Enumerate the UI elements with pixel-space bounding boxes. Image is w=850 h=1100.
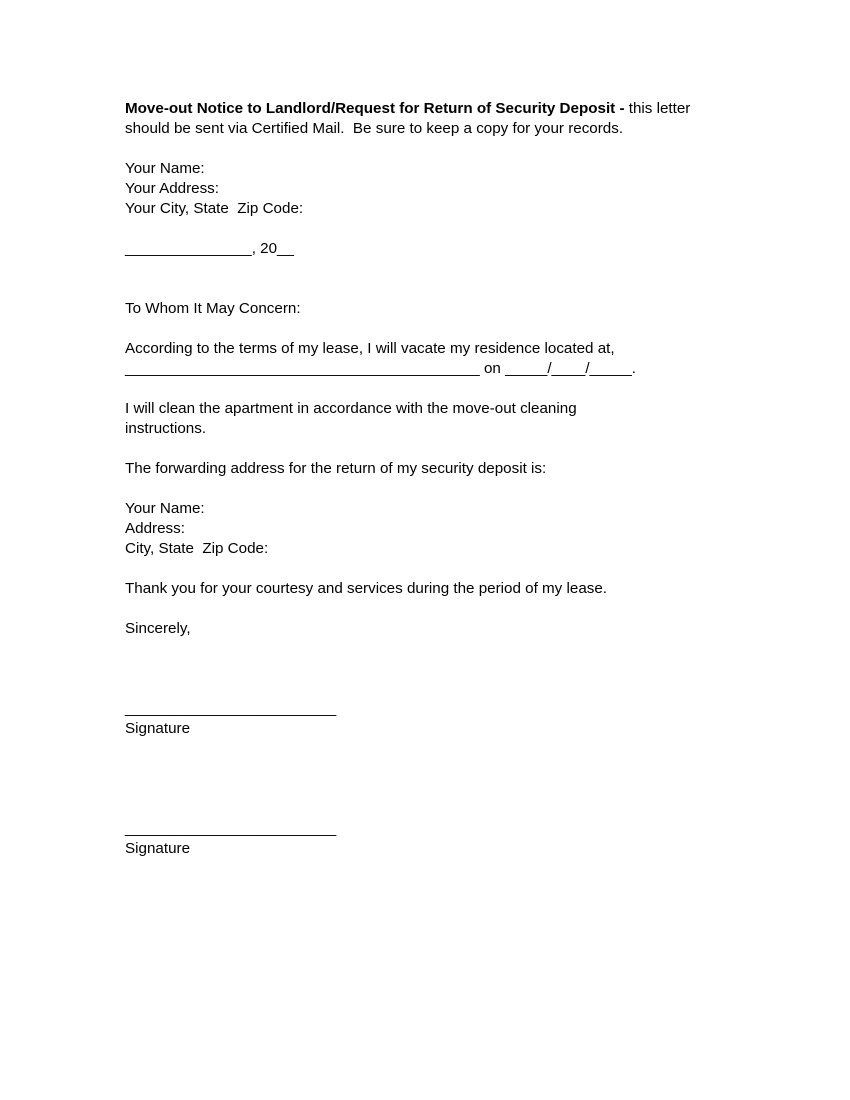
forwarding-city-state-zip-field: City, State Zip Code:	[125, 540, 269, 557]
letter-heading	[125, 99, 725, 119]
heading-note: this letter	[624, 100, 691, 117]
cleaning-statement: I will clean the apartment in accordance with the move-out cleaning	[125, 400, 577, 417]
signature-label-1: Signature	[125, 720, 191, 737]
letter-document	[125, 99, 725, 859]
cleaning-statement-line2: instructions.	[125, 420, 207, 437]
forwarding-name-field: Your Name:	[125, 500, 205, 517]
date-line: _______________, 20__	[125, 240, 294, 257]
forwarding-intro: The forwarding address for the return of my security deposit is:	[125, 460, 547, 477]
vacate-address-date-blank: __________________________________________ on _____/____/_____.	[125, 360, 636, 377]
thanks-statement: Thank you for your courtesy and services during the period of my lease.	[125, 580, 608, 597]
signature-line-1: _________________________	[125, 700, 337, 717]
sender-city-state-zip-field: Your City, State Zip Code:	[125, 200, 304, 217]
signature-line-2: _________________________	[125, 820, 337, 837]
signature-label-2: Signature	[125, 840, 191, 857]
forwarding-address-field: Address:	[125, 520, 185, 537]
heading-title: Move-out Notice to Landlord/Request for Return of Security Deposit -	[125, 100, 625, 117]
sender-name-field: Your Name:	[125, 160, 205, 177]
vacate-statement: According to the terms of my lease, I will vacate my residence located at,	[125, 340, 615, 357]
salutation: To Whom It May Concern:	[125, 300, 301, 317]
closing: Sincerely,	[125, 620, 191, 637]
heading-note-line2: should be sent via Certified Mail. Be sure to keep a copy for your records.	[125, 120, 624, 137]
sender-address-field: Your Address:	[125, 180, 220, 197]
